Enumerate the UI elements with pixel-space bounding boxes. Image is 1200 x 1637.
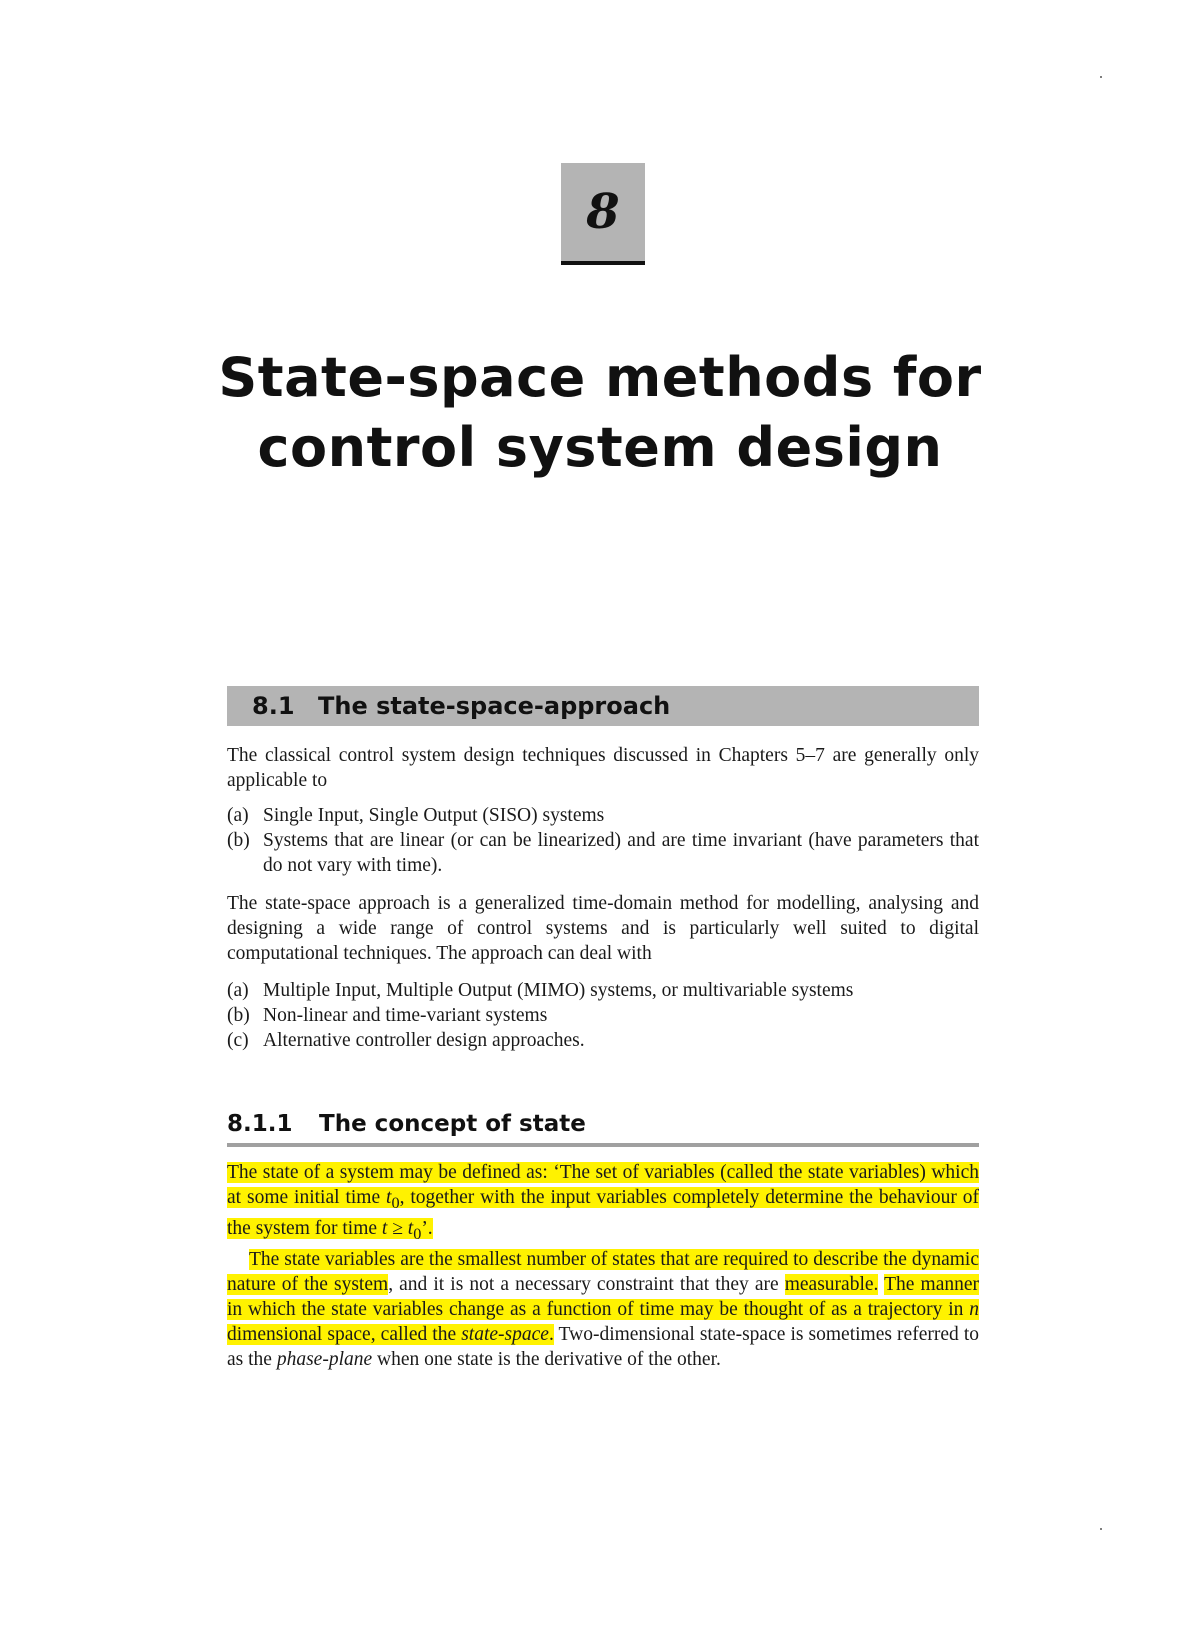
page-mark-bottom [1100,1528,1102,1530]
capabilities-list [227,978,979,1053]
text-run: The manner in which the state variables change as a function of time may be thought of as a trajectory in [227,1273,980,1320]
math-subscript: 0 [413,1224,422,1243]
concept-of-state-text [227,1160,979,1372]
section-heading [227,686,979,726]
text-run: Two-dimensional state-space is sometimes referred to as the [227,1323,979,1370]
text-run: , and it is not a necessary constraint that they are [388,1273,785,1295]
state-definition-paragraph [227,1160,979,1247]
term-state-space: state-space [461,1323,549,1345]
math-t: t [386,1187,392,1208]
list-item-label: (b) [227,830,250,851]
list-item-text: Single Input, Single Output (SISO) systems [263,805,605,826]
math-ge: ≥ [387,1217,408,1239]
list-item-label: (a) [227,980,249,1001]
list-item [227,978,979,1003]
list-item-text: Non-linear and time-variant systems [263,1005,548,1026]
intro-paragraph [227,743,979,793]
approach-paragraph [227,891,979,966]
page-mark-top [1100,76,1102,78]
highlight: measurable. [784,1273,879,1295]
list-item-text: Multiple Input, Multiple Output (MIMO) systems, or multivariable systems [263,980,854,1001]
text-run: . [548,1323,554,1345]
math-t: t [381,1217,388,1239]
list-item [227,1003,979,1028]
math-n: n [969,1298,979,1320]
state-variables-paragraph [227,1247,979,1372]
text-run: , together with the input variables completely determine the behaviour of the system for time [227,1187,979,1239]
text-run: dimensional space, called the [227,1323,462,1345]
list-item-text: Alternative controller design approaches. [263,1030,585,1051]
subsection-number: 8.1.1 [227,1111,293,1137]
subsection-title: The concept of state [319,1111,586,1137]
list-item-text: Systems that are linear (or can be linearized) and are time invariant (have parameters that do not vary with time). [263,830,979,876]
chapter-number-box [561,163,645,265]
math-t: t [407,1217,414,1239]
list-item-label: (b) [227,1005,250,1026]
list-item-label: (c) [227,1030,249,1051]
chapter-number: 8 [586,184,620,240]
list-item [227,803,979,828]
highlight: The state variables are the smallest number of states that are required to describe the dynamic nature of the system [227,1248,979,1295]
list-item [227,1028,979,1053]
applicability-list [227,803,979,878]
list-item [227,828,979,878]
text-run: ’. [421,1217,433,1239]
text-run: The state of a system may be defined as: ‘The set of variables (called the state variables) which at some initial time [227,1162,979,1208]
list-item-label: (a) [227,805,249,826]
section-title: The state-space-approach [318,692,671,720]
term-phase-plane: phase-plane [276,1348,373,1370]
subsection-heading [227,1111,979,1147]
highlight [227,1162,979,1243]
chapter-title [200,343,1000,483]
chapter-title-line-2: control system design [257,416,943,479]
section-number: 8.1 [252,692,295,720]
text-run: when one state is the derivative of the other. [372,1348,721,1370]
intro-text: The classical control system design techniques discussed in Chapters 5–7 are generally only applicable to [227,745,979,791]
chapter-title-line-1: State-space methods for [218,346,982,409]
approach-text: The state-space approach is a generalized time-domain method for modelling, analysing and designing a wide range of control systems and is particularly well suited to digital computational techniques. The approach can deal with [227,893,979,964]
math-subscript: 0 [391,1193,400,1212]
